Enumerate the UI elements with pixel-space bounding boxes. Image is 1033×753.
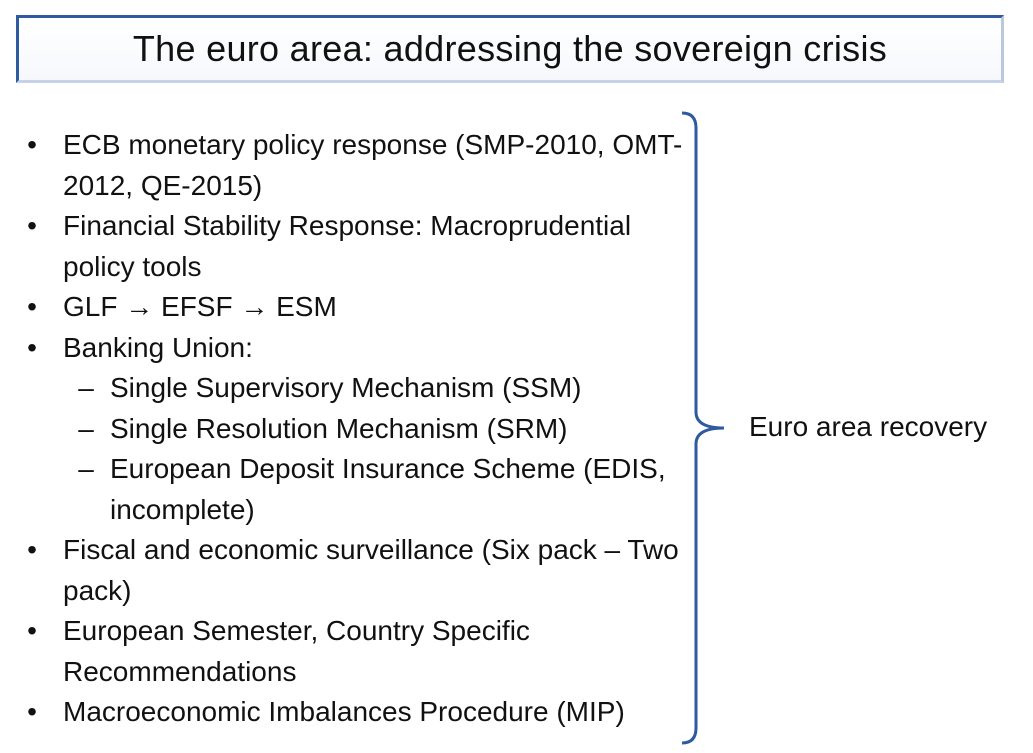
bullet-marker: •	[27, 291, 37, 322]
list-item-text: Single Supervisory Mechanism (SSM)	[110, 372, 582, 403]
list-item-text: Financial Stability Response: Macroprudential policy tools	[63, 210, 632, 282]
dash-marker: –	[78, 412, 94, 444]
right-curly-brace-icon	[680, 110, 740, 746]
list-item-text: European Deposit Insurance Scheme (EDIS, incomplete)	[110, 453, 666, 525]
bullet-marker: •	[27, 615, 37, 646]
sub-list-item	[22, 368, 694, 409]
sub-list-item	[22, 449, 694, 530]
bullet-marker: •	[27, 331, 37, 363]
list-item-text: Single Resolution Mechanism (SRM)	[110, 412, 568, 444]
bullet-list	[22, 125, 694, 733]
list-item-text: GLF → EFSF → ESM	[63, 291, 337, 322]
bullet-marker: •	[27, 696, 37, 727]
list-item-text: Banking Union:	[63, 331, 253, 363]
bullet-marker: •	[27, 129, 37, 160]
list-item-text: European Semester, Country Specific Recommendations	[63, 615, 530, 687]
dash-marker: –	[78, 372, 94, 403]
brace-path	[682, 113, 724, 743]
list-item	[22, 611, 694, 692]
list-item	[22, 125, 694, 206]
list-item	[22, 287, 694, 328]
bullet-marker: •	[27, 210, 37, 241]
list-item	[22, 692, 694, 733]
list-item	[22, 530, 694, 611]
title-box	[16, 15, 1004, 83]
list-item-text: Macroeconomic Imbalances Procedure (MIP)	[63, 696, 625, 727]
brace-label: Euro area recovery	[749, 411, 988, 442]
slide-title: The euro area: addressing the sovereign crisis	[132, 28, 888, 69]
sub-list-item	[22, 409, 694, 450]
bullet-marker: •	[27, 534, 37, 565]
list-item-text: Fiscal and economic surveillance (Six pack – Two pack)	[63, 534, 679, 606]
dash-marker: –	[78, 453, 94, 484]
list-item	[22, 328, 694, 369]
list-item-text: ECB monetary policy response (SMP-2010, OMT-2012, QE-2015)	[63, 129, 683, 201]
list-item	[22, 206, 694, 287]
